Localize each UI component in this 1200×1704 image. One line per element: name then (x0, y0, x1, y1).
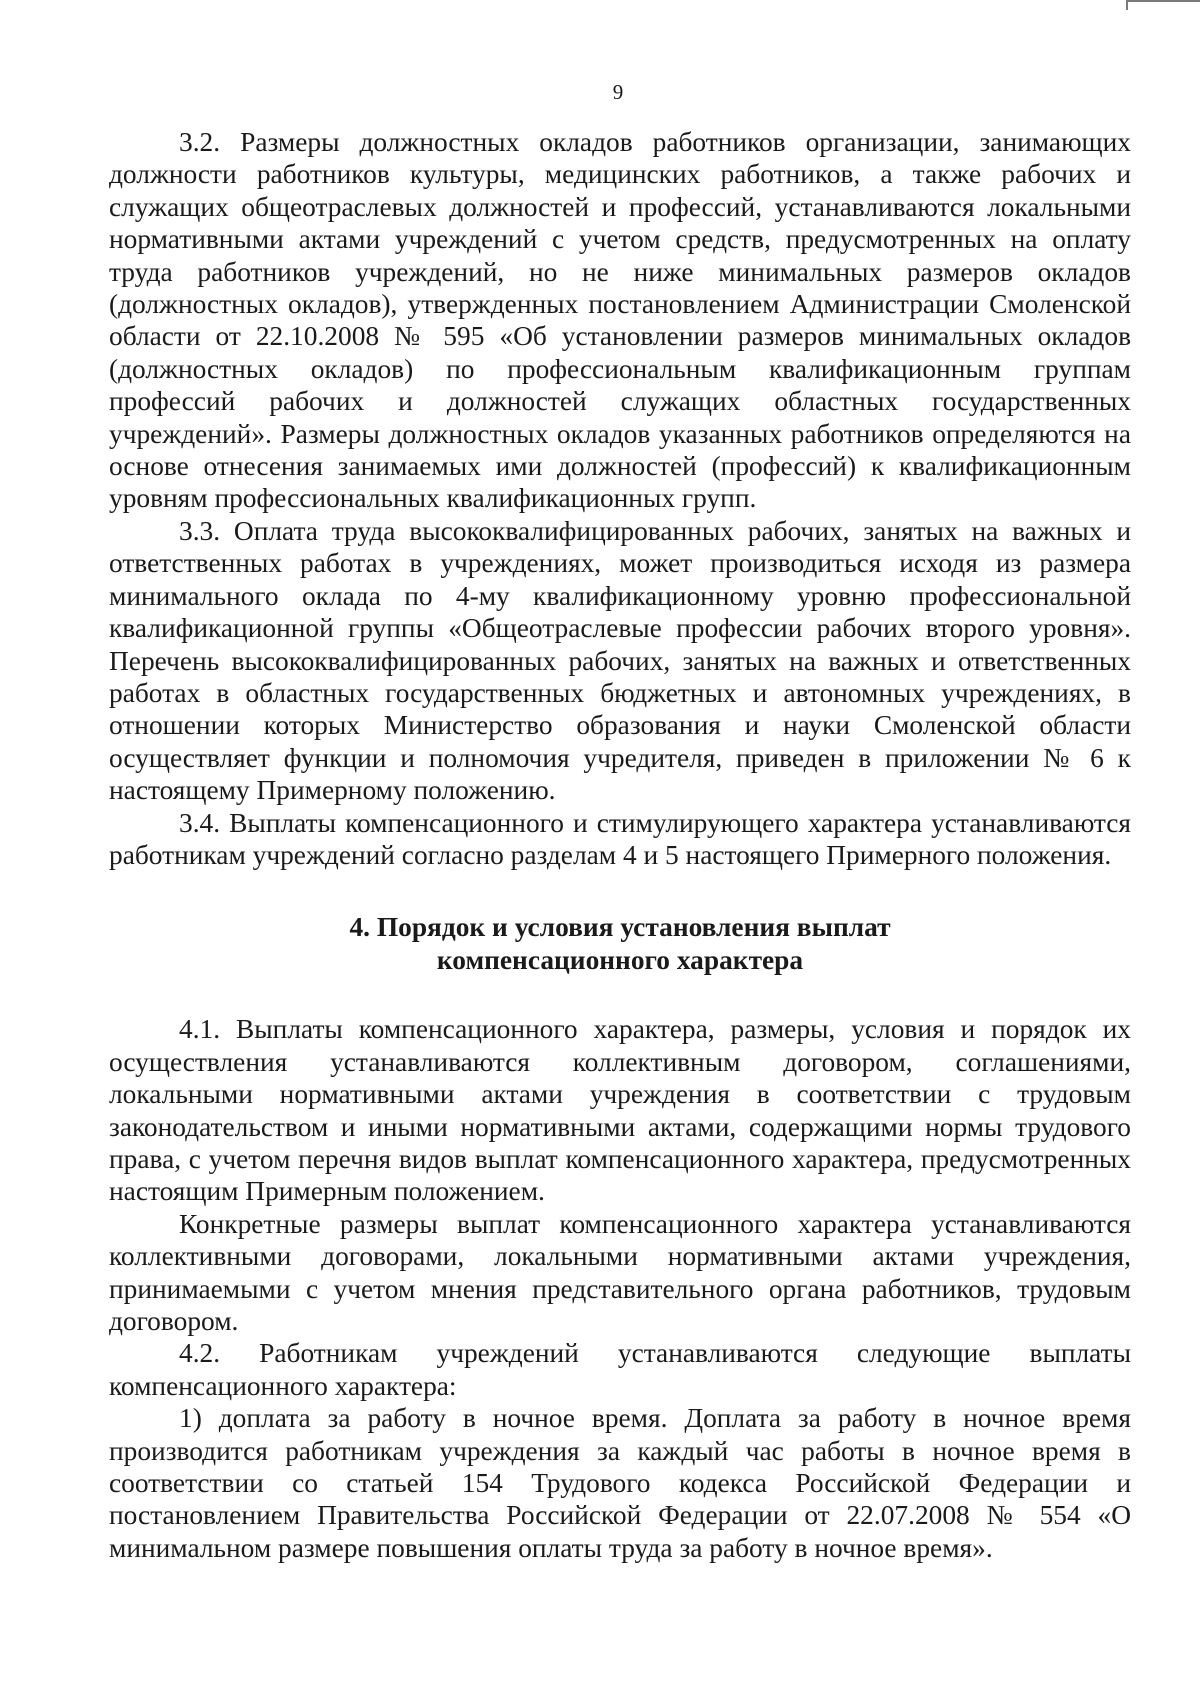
page-number: 9 (612, 80, 624, 104)
section-4-heading-line-1: 4. Порядок и условия установления выплат (349, 912, 891, 943)
paragraph-specific-sizes: Конкретные размеры выплат компенсационного характера устанавливаются коллективными договорами, локальными нормативными актами учреждения, принимаемыми с учетом мнения представительного органа работников, трудовым договором. (109, 1208, 1131, 1336)
paragraph-4-2: 4.2. Работникам учреждений устанавливаются следующие выплаты компенсационного характера: (109, 1338, 1131, 1401)
section-4-heading-line-2: компенсационного характера (436, 945, 804, 976)
document-body (109, 126, 1131, 1564)
paragraph-3-3: 3.3. Оплата труда высококвалифицированных рабочих, занятых на важных и ответственных работах в учреждениях, может производиться исходя из размера минимального оклада по 4-му квалификационному уровню профессиональной квалификационной группы «Общеотраслевые профессии рабочих второго уровня». Перечень высококвалифицированных рабочих, занятых на важных и ответственных работах в областных государственных бюджетных и автономных учреждениях, в отношении которых Министерство образования и науки Смоленской области осуществляет функции и полномочия учредителя, приведен в приложении № 6 к настоящему Примерному положению. (109, 515, 1131, 806)
scan-edge-mark (1126, 0, 1200, 10)
section-4-heading (109, 911, 1131, 977)
paragraph-night-work: 1) доплата за работу в ночное время. Доплата за работу в ночное время производится работникам учреждения за каждый час работы в ночное время в соответствии со статьей 154 Трудового кодекса Российской Федерации и постановлением Правительства Российской Федерации от 22.07.2008 № 554 «О минимальном размере повышения оплаты труда за работу в ночное время». (109, 1403, 1131, 1563)
paragraph-3-4: 3.4. Выплаты компенсационного и стимулирующего характера устанавливаются работникам учреждений согласно разделам 4 и 5 настоящего Примерного положения. (109, 807, 1131, 870)
paragraph-4-1: 4.1. Выплаты компенсационного характера, размеры, условия и порядок их осуществления устанавливаются коллективным договором, соглашениями, локальными нормативными актами учреждения в соответствии с трудовым законодательством и иными нормативными актами, содержащими нормы трудового права, с учетом перечня видов выплат компенсационного характера, предусмотренных настоящим Примерным положением. (109, 1014, 1131, 1207)
paragraph-3-2: 3.2. Размеры должностных окладов работников организации, занимающих должности работников культуры, медицинских работников, а также рабочих и служащих общеотраслевых должностей и профессий, устанавливаются локальными нормативными актами учреждений с учетом средств, предусмотренных на оплату труда работников учреждений, но не ниже минимальных размеров окладов (должностных окладов), утвержденных постановлением Администрации Смоленской области от 22.10.2008 № 595 «Об установлении размеров минимальных окладов (должностных окладов) по профессиональным квалификационным группам профессий рабочих и должностей служащих областных государственных учреждений». Размеры должностных окладов указанных работников определяются на основе отнесения занимаемых ими должностей (профессий) к квалификационным уровням профессиональных квалификационных групп. (109, 127, 1131, 514)
